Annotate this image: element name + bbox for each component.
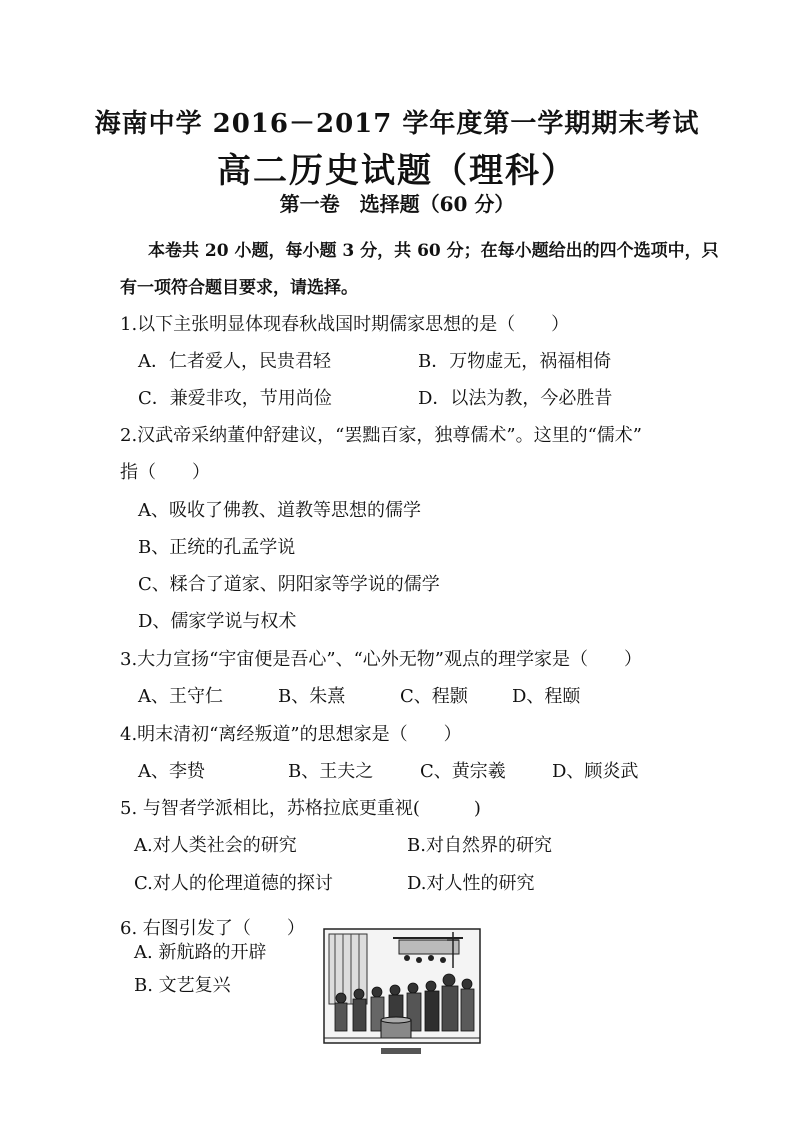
question-1-option-c: C．兼爱非攻，节用尚俭 xyxy=(138,388,332,409)
question-1-option-a: A．仁者爱人，民贵君轻 xyxy=(138,351,331,372)
question-1-stem: 1.以下主张明显体现春秋战国时期儒家思想的是（ ） xyxy=(120,314,570,335)
question-6-option-a: A. 新航路的开辟 xyxy=(134,942,267,963)
question-4-option-a: A、李贽 xyxy=(138,761,205,782)
question-1-option-d: D．以法为教，今必胜昔 xyxy=(418,388,613,409)
section-title: 第一卷 选择题（60 分） xyxy=(279,192,515,216)
question-3-option-b: B、朱熹 xyxy=(278,686,346,707)
question-1-option-b: B．万物虚无，祸福相倚 xyxy=(418,351,612,372)
question-4-option-d: D、顾炎武 xyxy=(552,761,639,782)
question-6-option-b: B. 文艺复兴 xyxy=(134,975,231,996)
question-2-option-a: A、吸收了佛教、道教等思想的儒学 xyxy=(138,500,421,521)
question-5-option-a: A.对人类社会的研究 xyxy=(134,835,297,856)
question-5-option-b: B.对自然界的研究 xyxy=(407,835,552,856)
question-5-option-d: D.对人性的研究 xyxy=(407,873,535,894)
question-2-option-d: D、儒家学说与权术 xyxy=(138,611,297,632)
question-3-stem: 3.大力宣扬“宇宙便是吾心”、“心外无物”观点的理学家是（ ） xyxy=(120,649,642,670)
instructions-line-1: 本卷共 20 小题，每小题 3 分，共 60 分；在每小题给出的四个选项中，只 xyxy=(148,241,719,261)
question-5-option-c: C.对人的伦理道德的探讨 xyxy=(134,873,333,894)
question-4-stem: 4.明末清初“离经叛道”的思想家是（ ） xyxy=(120,724,462,745)
exam-subtitle: 高二历史试题（理科） xyxy=(217,151,577,191)
question-5-stem: 5. 与智者学派相比，苏格拉底更重视( ) xyxy=(120,798,481,819)
question-3-option-c: C、程颢 xyxy=(400,686,468,707)
question-2-option-b: B、正统的孔孟学说 xyxy=(138,537,296,558)
instructions-line-2: 有一项符合题目要求，请选择。 xyxy=(120,278,358,298)
question-6-stem: 6. 右图引发了（ ） xyxy=(120,918,305,939)
question-2-option-c: C、糅合了道家、阴阳家等学说的儒学 xyxy=(138,574,440,595)
question-2-stem: 2.汉武帝采纳董仲舒建议，“罢黜百家，独尊儒术”。这里的“儒术” xyxy=(120,425,642,446)
question-4-option-c: C、黄宗羲 xyxy=(420,761,506,782)
exam-title: 海南中学 2016－2017 学年度第一学期期末考试 xyxy=(94,109,700,139)
question-4-option-b: B、王夫之 xyxy=(288,761,374,782)
question-3-option-a: A、王守仁 xyxy=(138,686,223,707)
question-6-woodcut-image xyxy=(323,928,481,1058)
question-2-stem-continued: 指（ ） xyxy=(120,462,210,483)
question-3-option-d: D、程颐 xyxy=(512,686,581,707)
